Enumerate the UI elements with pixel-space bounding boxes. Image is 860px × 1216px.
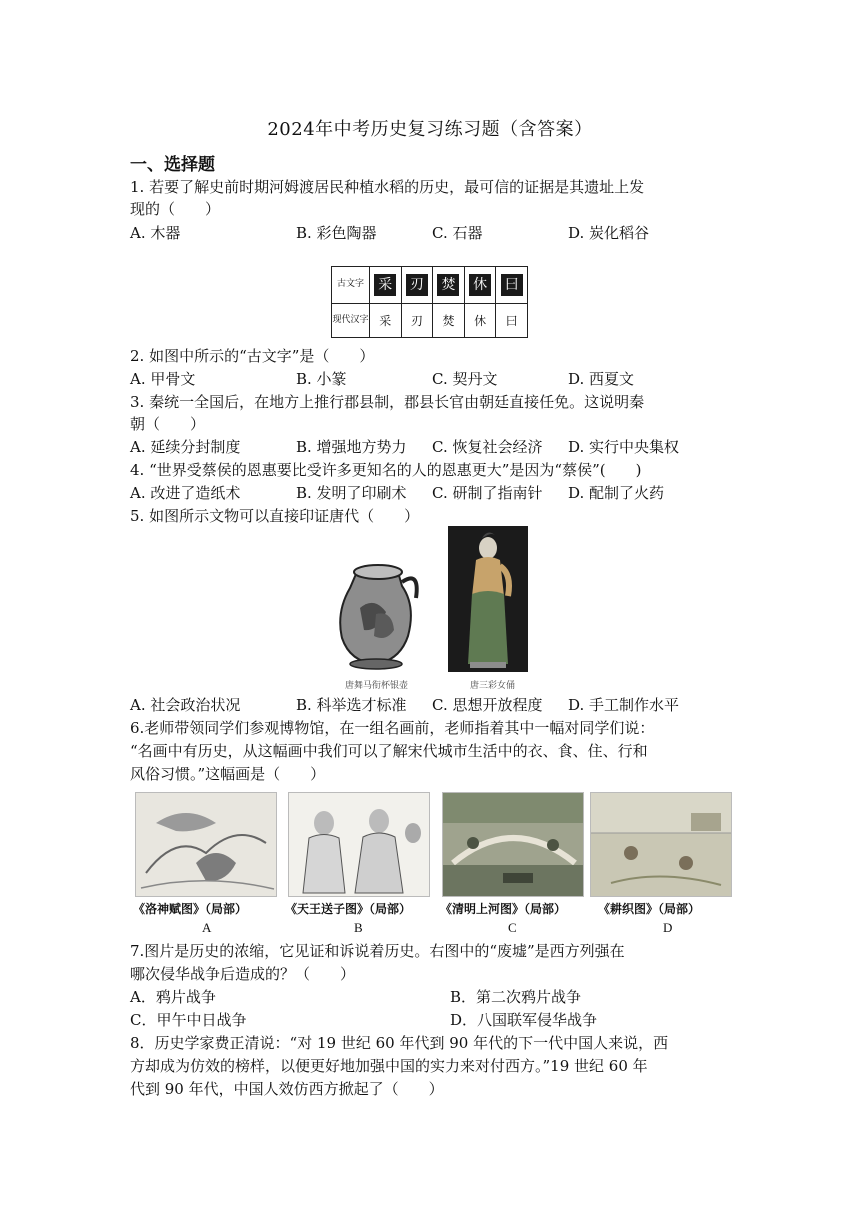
ancient-glyph: 刃: [401, 267, 433, 304]
q1-stem-line1: 1. 若要了解史前时期河姆渡居民种植水稻的历史，最可信的证据是其遗址上发: [130, 178, 645, 196]
q8-stem-line3: 代到 90 年代，中国人效仿西方掀起了（ ）: [130, 1080, 444, 1098]
painting-luoshen: [135, 792, 277, 897]
painting-caption: 《耕织图》（局部）: [598, 902, 701, 916]
q6-stem-line2: “名画中有历史，从这幅画中我们可以了解宋代城市生活中的衣、食、住、行和: [130, 742, 648, 760]
painting-caption: 《清明上河图》（局部）: [440, 902, 567, 916]
q2-option-c: C. 契丹文: [432, 370, 498, 388]
painting-qingming: [442, 792, 584, 897]
q3-option-c: C. 恢复社会经济: [432, 438, 543, 456]
ancient-glyph: 采: [370, 267, 402, 304]
q1-option-b: B. 彩色陶器: [296, 224, 377, 242]
q3-stem-line2: 朝（ ）: [130, 415, 206, 433]
q4-stem: 4. “世界受蔡侯的恩惠要比受许多更知名的人的恩惠更大”是因为“蔡侯”( ): [130, 461, 642, 479]
section-heading: 一、选择题: [130, 155, 215, 175]
painting-tianwang: [288, 792, 430, 897]
ancient-script-table: [331, 266, 528, 338]
q4-option-c: C. 研制了指南针: [432, 484, 543, 502]
q2-option-a: A. 甲骨文: [130, 370, 196, 388]
modern-char: 休: [464, 303, 496, 338]
q5-option-d: D. 手工制作水平: [568, 696, 680, 714]
q4-option-a: A. 改进了造纸术: [130, 484, 241, 502]
q7-stem-line1: 7.图片是历史的浓缩，它见证和诉说着历史。右图中的“废墟”是西方列强在: [130, 942, 625, 960]
q7-option-c: C．甲午中日战争: [130, 1011, 247, 1029]
artifact-caption: 唐舞马衔杯银壶: [345, 681, 409, 691]
q5-option-b: B. 科举选才标准: [296, 696, 407, 714]
q7-option-d: D．八国联军侵华战争: [450, 1011, 598, 1029]
table-row-label: 现代汉字: [332, 303, 370, 338]
painting-letter: D: [663, 920, 673, 935]
q1-stem-line2: 现的（ ）: [130, 200, 221, 218]
q4-option-d: D. 配制了火药: [568, 484, 665, 502]
painting-caption: 《天王送子图》（局部）: [285, 902, 412, 916]
page-title: 2024年中考历史复习练习题（含答案）: [267, 119, 593, 140]
q2-stem: 2. 如图中所示的“古文字”是（ ）: [130, 347, 375, 365]
q3-option-d: D. 实行中央集权: [568, 438, 680, 456]
painting-caption: 《洛神赋图》（局部）: [133, 902, 248, 916]
q3-option-b: B. 增强地方势力: [296, 438, 407, 456]
q2-option-b: B. 小篆: [296, 370, 347, 388]
q6-stem-line1: 6.老师带领同学们参观博物馆，在一组名画前，老师指着其中一幅对同学们说：: [130, 719, 655, 737]
q3-option-a: A. 延续分封制度: [130, 438, 241, 456]
ancient-glyph: 曰: [496, 267, 528, 304]
modern-char: 刃: [401, 303, 433, 338]
q4-option-b: B. 发明了印刷术: [296, 484, 407, 502]
table-row-label: 古文字: [332, 267, 370, 304]
q6-stem-line3: 风俗习惯。”这幅画是（ ）: [130, 765, 326, 783]
painting-gengzhi: [590, 792, 732, 897]
painting-letter: A: [202, 920, 212, 935]
q7-stem-line2: 哪次侵华战争后造成的？（ ）: [130, 965, 356, 983]
painting-letter: B: [354, 920, 363, 935]
q5-stem: 5. 如图所示文物可以直接印证唐代（ ）: [130, 507, 420, 525]
artifact-caption: 唐三彩女俑: [470, 681, 516, 691]
modern-char: 采: [370, 303, 402, 338]
painting-letter: C: [508, 920, 517, 935]
q1-option-d: D. 炭化稻谷: [568, 224, 650, 242]
q1-option-a: A. 木器: [130, 224, 181, 242]
q5-option-a: A. 社会政治状况: [130, 696, 241, 714]
silver-pot-image: [316, 552, 436, 672]
q7-option-a: A．鸦片战争: [130, 988, 216, 1006]
q2-option-d: D. 西夏文: [568, 370, 635, 388]
q5-option-c: C. 思想开放程度: [432, 696, 543, 714]
ancient-glyph: 休: [464, 267, 496, 304]
tang-figurine-image: [448, 526, 528, 672]
q7-option-b: B．第二次鸦片战争: [450, 988, 582, 1006]
ancient-glyph: 焚: [433, 267, 465, 304]
q1-option-c: C. 石器: [432, 224, 483, 242]
modern-char: 曰: [496, 303, 528, 338]
q8-stem-line1: 8．历史学家费正清说：“对 19 世纪 60 年代到 90 年代的下一代中国人来说，西: [130, 1034, 669, 1052]
q8-stem-line2: 方却成为仿效的榜样，以便更好地加强中国的实力来对付西方。”19 世纪 60 年: [130, 1057, 648, 1075]
q3-stem-line1: 3. 秦统一全国后，在地方上推行郡县制，郡县长官由朝廷直接任免。这说明秦: [130, 393, 645, 411]
modern-char: 焚: [433, 303, 465, 338]
